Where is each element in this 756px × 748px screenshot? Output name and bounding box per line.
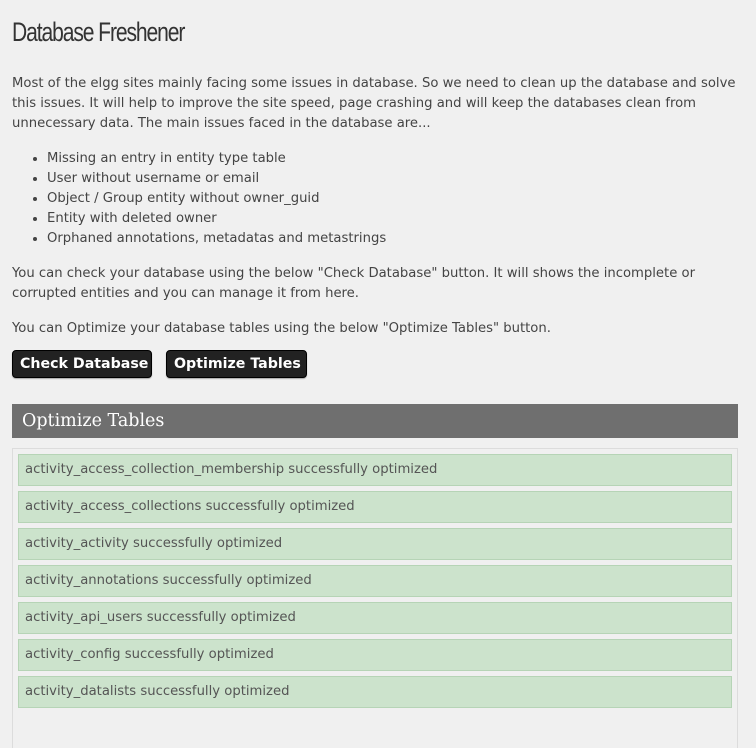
list-item: • Object / Group entity without owner_guid xyxy=(47,189,386,209)
result-row: activity_activity successfully optimized xyxy=(18,528,732,560)
result-row: activity_config successfully optimized xyxy=(18,639,732,671)
check-database-description: You can check your database using the below "Check Database" button. It will shows the incomplete or corrupted entities and you can manage it from here. xyxy=(12,266,696,301)
result-row: activity_api_users successfully optimized xyxy=(18,602,732,634)
list-item: • Orphaned annotations, metadatas and metastrings xyxy=(47,229,386,249)
module-title: Optimize Tables xyxy=(12,404,738,438)
result-row: activity_datalists successfully optimized xyxy=(18,676,732,708)
result-row: activity_access_collection_membership successfully optimized xyxy=(18,454,732,486)
page-title: Database Freshener xyxy=(12,17,185,47)
list-item: • Entity with deleted owner xyxy=(47,209,386,229)
optimize-tables-description: You can Optimize your database tables using the below "Optimize Tables" button. xyxy=(12,321,551,336)
intro-paragraph: Most of the elgg sites mainly facing some issues in database. So we need to clean up the database and solve this issues. It will help to improve the site speed, page crashing and will keep the databases clean from unnecessary data. The main issues faced in the database are... xyxy=(12,76,736,131)
check-database-button[interactable]: Check Database xyxy=(12,350,152,378)
list-item: • Missing an entry in entity type table xyxy=(47,149,386,169)
optimize-tables-button[interactable]: Optimize Tables xyxy=(166,350,307,378)
results-list xyxy=(12,448,738,748)
optimize-tables-module xyxy=(12,404,738,748)
list-item: • User without username or email xyxy=(47,169,386,189)
result-row: activity_annotations successfully optimized xyxy=(18,565,732,597)
issues-list xyxy=(12,149,386,249)
result-row: activity_access_collections successfully optimized xyxy=(18,491,732,523)
